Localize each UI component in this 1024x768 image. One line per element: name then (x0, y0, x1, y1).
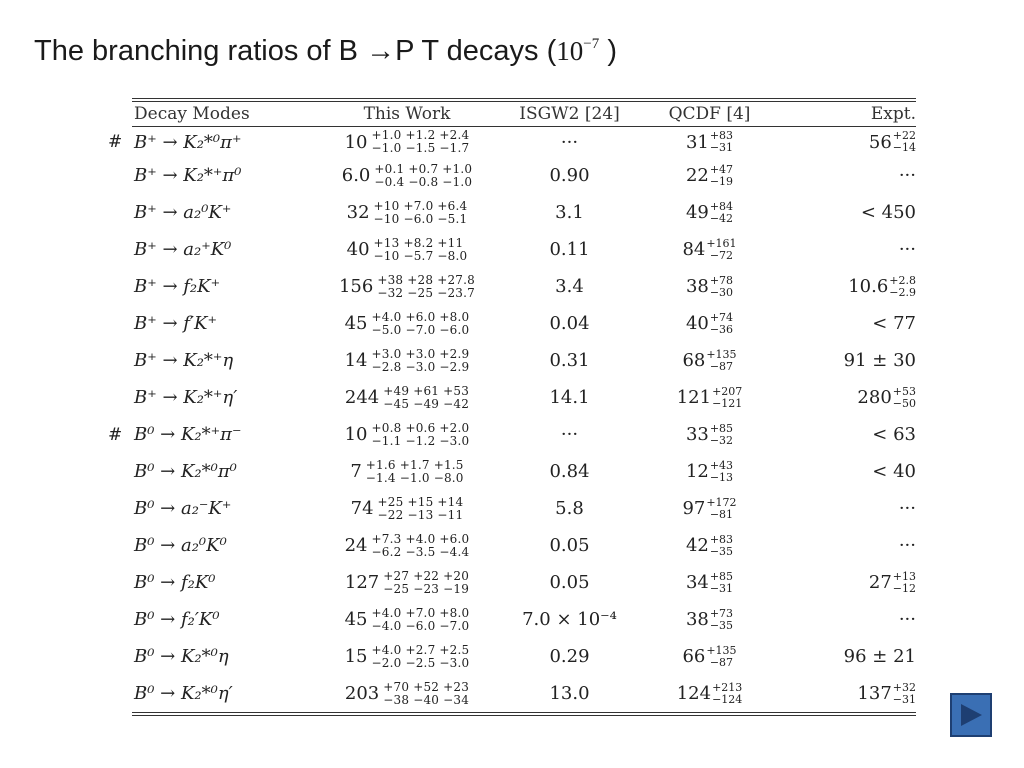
isgw2-cell: ··· (560, 131, 579, 153)
qcdf-cell (637, 534, 782, 558)
qcdf-central: 38 (685, 276, 709, 297)
expt-errors (893, 386, 916, 410)
expt-err-down: −31 (892, 692, 916, 706)
qcdf-err-down: −124 (712, 692, 743, 706)
this-work-cell (312, 607, 502, 633)
qcdf-err-up: +161 (706, 236, 737, 250)
expt-cell (782, 424, 916, 445)
work-err-up: +4.0 +7.0 +8.0 (371, 605, 470, 620)
expt-central: ··· (898, 535, 916, 556)
qcdf-err-up: +172 (706, 495, 737, 509)
table-body (108, 127, 916, 712)
branching-ratios-table (108, 98, 916, 716)
decay-mode: B⁰ → K₂*⁰π⁰ (134, 461, 237, 482)
work-central: 45 (344, 313, 368, 334)
qcdf-errors (706, 497, 736, 521)
header-expt: Expt. (870, 104, 916, 124)
qcdf-errors (710, 423, 733, 447)
expt-cell (782, 535, 916, 556)
qcdf-central: 42 (685, 535, 709, 556)
title-unit (556, 36, 599, 66)
work-err-down: −10 −5.7 −8.0 (373, 248, 468, 263)
isgw2-cell: 3.4 (555, 276, 584, 297)
work-errors (383, 681, 469, 707)
isgw2-cell: 5.8 (555, 498, 584, 519)
work-errors (372, 422, 470, 448)
title-text: The branching ratios of B →P T decays ( (34, 35, 557, 67)
expt-cell (782, 498, 916, 519)
work-central: 10 (344, 424, 368, 445)
table-row (108, 127, 916, 157)
unit-base: 10 (556, 36, 584, 66)
qcdf-errors (710, 130, 733, 154)
work-err-down: −10 −6.0 −5.1 (373, 211, 468, 226)
work-err-up: +4.0 +2.7 +2.5 (371, 642, 470, 657)
expt-central: < 77 (872, 313, 916, 334)
work-err-down: −1.4 −1.0 −8.0 (365, 470, 464, 485)
qcdf-central: 22 (685, 165, 709, 186)
qcdf-err-down: −87 (709, 359, 734, 373)
expt-central: 27 (868, 572, 892, 593)
qcdf-err-up: +85 (709, 569, 734, 583)
decay-mode: B⁰ → f₂K⁰ (134, 572, 216, 593)
qcdf-central: 66 (682, 646, 706, 667)
decay-mode: B⁺ → a₂⁰K⁺ (134, 202, 232, 223)
qcdf-errors (710, 571, 733, 595)
expt-cell (782, 350, 916, 371)
work-errors (372, 348, 470, 374)
this-work-cell (312, 129, 502, 155)
table-row (132, 564, 916, 601)
table-row (132, 379, 916, 416)
work-errors (372, 311, 470, 337)
expt-value (848, 275, 916, 299)
qcdf-errors (710, 608, 733, 632)
qcdf-err-down: −31 (709, 141, 734, 154)
row-marker: # (108, 132, 123, 152)
expt-cell (782, 202, 916, 223)
work-central: 45 (344, 609, 368, 630)
qcdf-err-up: +74 (709, 310, 734, 324)
qcdf-cell (637, 682, 782, 706)
qcdf-err-up: +73 (709, 606, 734, 620)
table-row (132, 231, 916, 268)
decay-mode: B⁰ → K₂*⁰η (134, 646, 229, 667)
this-work-cell (312, 570, 502, 596)
decay-mode: B⁺ → f₂K⁺ (134, 276, 221, 297)
table-bottom-rule (132, 712, 916, 716)
qcdf-err-up: +135 (706, 643, 737, 657)
table-row (132, 675, 916, 712)
work-errors (372, 607, 470, 633)
expt-value (869, 571, 916, 595)
qcdf-err-up: +83 (709, 532, 734, 546)
expt-central: 10.6 (848, 276, 889, 297)
expt-err-down: −2.9 (889, 285, 916, 299)
table-row (132, 453, 916, 490)
qcdf-err-up: +213 (712, 680, 743, 694)
isgw2-cell: 7.0 × 10⁻⁴ (522, 609, 617, 630)
work-errors (378, 496, 464, 522)
this-work-cell (312, 533, 502, 559)
work-err-up: +0.1 +0.7 +1.0 (374, 161, 473, 176)
this-work-cell (312, 644, 502, 670)
work-central: 32 (346, 202, 370, 223)
header-qcdf: QCDF [4] (668, 104, 751, 124)
qcdf-central: 124 (676, 683, 712, 704)
qcdf-err-down: −30 (709, 285, 734, 299)
this-work-cell (312, 459, 502, 485)
work-err-down: −6.2 −3.5 −4.4 (371, 544, 470, 559)
this-work-cell (312, 237, 502, 263)
work-errors (383, 570, 469, 596)
work-central: 74 (350, 498, 374, 519)
decay-mode: B⁺ → f′K⁺ (134, 313, 217, 334)
this-work-cell (312, 422, 502, 448)
qcdf-err-down: −19 (709, 174, 734, 188)
qcdf-cell (637, 497, 782, 521)
expt-cell (782, 646, 916, 667)
title-close-paren: ) (607, 35, 617, 67)
work-central: 24 (344, 535, 368, 556)
decay-mode: B⁰ → K₂*⁰η′ (134, 683, 233, 704)
qcdf-err-up: +47 (709, 162, 734, 176)
this-work-cell (312, 348, 502, 374)
work-err-up: +7.3 +4.0 +6.0 (371, 531, 470, 546)
qcdf-err-down: −81 (709, 507, 734, 521)
isgw2-cell: 0.29 (549, 646, 590, 667)
work-err-up: +27 +22 +20 (383, 568, 470, 583)
qcdf-errors (710, 201, 733, 225)
expt-central: 96 ± 21 (843, 646, 916, 667)
qcdf-err-down: −35 (709, 544, 734, 558)
expt-err-up: +2.8 (889, 273, 916, 287)
this-work-cell (312, 385, 502, 411)
work-errors (377, 274, 475, 300)
table-row (132, 527, 916, 564)
isgw2-cell: ··· (560, 424, 579, 445)
next-slide-button[interactable] (950, 693, 992, 737)
isgw2-cell: 0.90 (549, 165, 590, 186)
slide-title (34, 22, 617, 73)
work-err-down: −5.0 −7.0 −6.0 (371, 322, 470, 337)
work-errors (374, 237, 468, 263)
qcdf-central: 68 (682, 350, 706, 371)
play-triangle-icon (958, 702, 984, 728)
qcdf-central: 40 (685, 313, 709, 334)
this-work-cell (312, 200, 502, 226)
qcdf-cell (637, 238, 782, 262)
expt-cell (782, 313, 916, 334)
work-err-down: −4.0 −6.0 −7.0 (371, 618, 470, 633)
work-errors (372, 533, 470, 559)
expt-central: 91 ± 30 (843, 350, 916, 371)
work-err-up: +4.0 +6.0 +8.0 (371, 309, 470, 324)
table-row (132, 157, 916, 194)
decay-mode: B⁺ → K₂*⁺η′ (134, 387, 238, 408)
work-errors (383, 385, 469, 411)
this-work-cell (312, 274, 502, 300)
qcdf-central: 121 (676, 387, 712, 408)
expt-central: ··· (898, 239, 916, 260)
qcdf-cell (637, 130, 782, 154)
work-central: 127 (344, 572, 380, 593)
work-err-up: +1.6 +1.7 +1.5 (365, 457, 464, 472)
expt-err-down: −12 (892, 581, 916, 595)
work-central: 244 (344, 387, 380, 408)
this-work-cell (312, 496, 502, 522)
expt-value (869, 130, 916, 154)
expt-central: < 63 (872, 424, 916, 445)
expt-central: < 40 (872, 461, 916, 482)
qcdf-err-down: −121 (712, 396, 743, 410)
table-row (132, 305, 916, 342)
work-err-up: +38 +28 +27.8 (377, 272, 475, 287)
qcdf-central: 34 (685, 572, 709, 593)
qcdf-cell (637, 164, 782, 188)
table-row (132, 342, 916, 379)
work-errors (366, 459, 464, 485)
work-central: 14 (344, 350, 368, 371)
qcdf-err-down: −32 (709, 433, 734, 447)
qcdf-err-up: +78 (709, 273, 734, 287)
isgw2-cell: 0.84 (549, 461, 590, 482)
expt-errors (893, 682, 916, 706)
table-row (132, 601, 916, 638)
work-err-down: −38 −40 −34 (383, 692, 470, 707)
qcdf-err-down: −42 (709, 211, 734, 225)
qcdf-cell (637, 608, 782, 632)
isgw2-cell: 0.05 (549, 535, 590, 556)
decay-mode: B⁺ → K₂*⁺η (134, 350, 234, 371)
table-row (132, 194, 916, 231)
qcdf-errors (706, 349, 736, 373)
expt-central: 56 (868, 131, 892, 153)
work-central: 15 (344, 646, 368, 667)
isgw2-cell: 0.11 (549, 239, 590, 260)
qcdf-cell (637, 423, 782, 447)
work-err-up: +49 +61 +53 (383, 383, 470, 398)
qcdf-err-down: −72 (709, 248, 734, 262)
work-err-up: +10 +7.0 +6.4 (373, 198, 468, 213)
decay-mode: B⁰ → K₂*⁺π⁻ (134, 424, 242, 445)
work-err-up: +25 +15 +14 (377, 494, 464, 509)
decay-mode: B⁰ → a₂⁻K⁺ (134, 498, 232, 519)
expt-err-down: −50 (892, 396, 916, 410)
work-err-down: −22 −13 −11 (377, 507, 464, 522)
expt-cell (782, 682, 916, 706)
expt-err-up: +53 (892, 384, 916, 398)
qcdf-err-down: −13 (709, 470, 734, 484)
expt-err-down: −14 (892, 141, 916, 154)
isgw2-cell: 0.05 (549, 572, 590, 593)
this-work-cell (312, 311, 502, 337)
qcdf-cell (637, 571, 782, 595)
table-header-row (132, 102, 916, 126)
expt-cell (782, 275, 916, 299)
qcdf-errors (710, 275, 733, 299)
work-errors (372, 129, 470, 155)
qcdf-err-down: −36 (709, 322, 734, 336)
expt-errors (893, 571, 916, 595)
qcdf-err-up: +207 (712, 384, 743, 398)
qcdf-cell (637, 201, 782, 225)
qcdf-central: 31 (685, 131, 709, 153)
qcdf-errors (706, 238, 736, 262)
work-err-down: −32 −25 −23.7 (377, 285, 475, 300)
qcdf-central: 84 (682, 239, 706, 260)
table-row (108, 416, 916, 453)
header-this-work: This Work (363, 104, 451, 124)
decay-mode: B⁰ → f₂′K⁰ (134, 609, 220, 630)
unit-exponent: −7 (583, 36, 600, 52)
qcdf-errors (710, 164, 733, 188)
qcdf-err-up: +83 (709, 129, 734, 142)
decay-mode: B⁺ → K₂*⁰π⁺ (134, 131, 242, 153)
expt-central: ··· (898, 165, 916, 186)
qcdf-errors (712, 386, 742, 410)
expt-err-up: +22 (892, 129, 916, 142)
isgw2-cell: 14.1 (549, 387, 590, 408)
header-decay-modes: Decay Modes (134, 104, 250, 124)
expt-central: < 450 (860, 202, 916, 223)
decay-mode: B⁺ → a₂⁺K⁰ (134, 239, 232, 260)
work-central: 203 (344, 683, 380, 704)
expt-value (857, 682, 916, 706)
qcdf-cell (637, 275, 782, 299)
work-err-down: −25 −23 −19 (383, 581, 470, 596)
decay-mode: B⁺ → K₂*⁺π⁰ (134, 165, 242, 186)
qcdf-central: 49 (685, 202, 709, 223)
qcdf-cell (637, 460, 782, 484)
expt-errors (889, 275, 916, 299)
work-err-up: +1.0 +1.2 +2.4 (371, 128, 470, 142)
qcdf-err-up: +135 (706, 347, 737, 361)
qcdf-err-up: +84 (709, 199, 734, 213)
work-err-up: +70 +52 +23 (383, 679, 470, 694)
work-err-down: −45 −49 −42 (383, 396, 470, 411)
expt-central: ··· (898, 609, 916, 630)
table-row (132, 638, 916, 675)
expt-central: ··· (898, 498, 916, 519)
expt-central: 137 (857, 683, 892, 704)
table-row (132, 490, 916, 527)
qcdf-central: 33 (685, 424, 709, 445)
qcdf-err-up: +43 (709, 458, 734, 472)
work-err-up: +13 +8.2 +11 (373, 235, 464, 250)
qcdf-central: 97 (682, 498, 706, 519)
work-err-down: −1.0 −1.5 −1.7 (371, 141, 470, 155)
work-central: 156 (338, 276, 374, 297)
qcdf-cell (637, 312, 782, 336)
work-central: 40 (346, 239, 370, 260)
expt-cell (782, 386, 916, 410)
work-central: 10 (344, 131, 368, 153)
expt-central: 280 (857, 387, 892, 408)
qcdf-err-down: −87 (709, 655, 734, 669)
qcdf-err-down: −35 (709, 618, 734, 632)
expt-value (857, 386, 916, 410)
work-err-down: −2.8 −3.0 −2.9 (371, 359, 470, 374)
this-work-cell (312, 681, 502, 707)
qcdf-cell (637, 386, 782, 410)
work-err-up: +0.8 +0.6 +2.0 (371, 420, 470, 435)
isgw2-cell: 3.1 (555, 202, 584, 223)
qcdf-cell (637, 349, 782, 373)
work-err-down: −2.0 −2.5 −3.0 (371, 655, 470, 670)
qcdf-errors (710, 312, 733, 336)
expt-cell (782, 609, 916, 630)
this-work-cell (312, 163, 502, 189)
work-err-down: −1.1 −1.2 −3.0 (371, 433, 470, 448)
expt-cell (782, 239, 916, 260)
work-err-up: +3.0 +3.0 +2.9 (371, 346, 470, 361)
work-errors (374, 163, 472, 189)
expt-err-up: +32 (892, 680, 916, 694)
decay-mode: B⁰ → a₂⁰K⁰ (134, 535, 227, 556)
work-errors (372, 644, 470, 670)
qcdf-errors (712, 682, 742, 706)
expt-errors (893, 130, 916, 154)
qcdf-err-up: +85 (709, 421, 734, 435)
expt-cell (782, 571, 916, 595)
qcdf-errors (710, 534, 733, 558)
qcdf-central: 12 (685, 461, 709, 482)
table-row (132, 268, 916, 305)
qcdf-err-down: −31 (709, 581, 734, 595)
expt-cell (782, 165, 916, 186)
work-central: 6.0 (341, 165, 371, 186)
isgw2-cell: 0.04 (549, 313, 590, 334)
qcdf-errors (710, 460, 733, 484)
expt-cell (782, 461, 916, 482)
header-isgw2: ISGW2 [24] (519, 104, 620, 124)
work-err-down: −0.4 −0.8 −1.0 (374, 174, 473, 189)
qcdf-central: 38 (685, 609, 709, 630)
isgw2-cell: 13.0 (549, 683, 590, 704)
qcdf-errors (706, 645, 736, 669)
expt-err-up: +13 (892, 569, 916, 583)
work-central: 7 (350, 461, 362, 482)
work-errors (374, 200, 468, 226)
qcdf-cell (637, 645, 782, 669)
expt-cell (782, 130, 916, 154)
isgw2-cell: 0.31 (549, 350, 590, 371)
row-marker: # (108, 424, 123, 445)
